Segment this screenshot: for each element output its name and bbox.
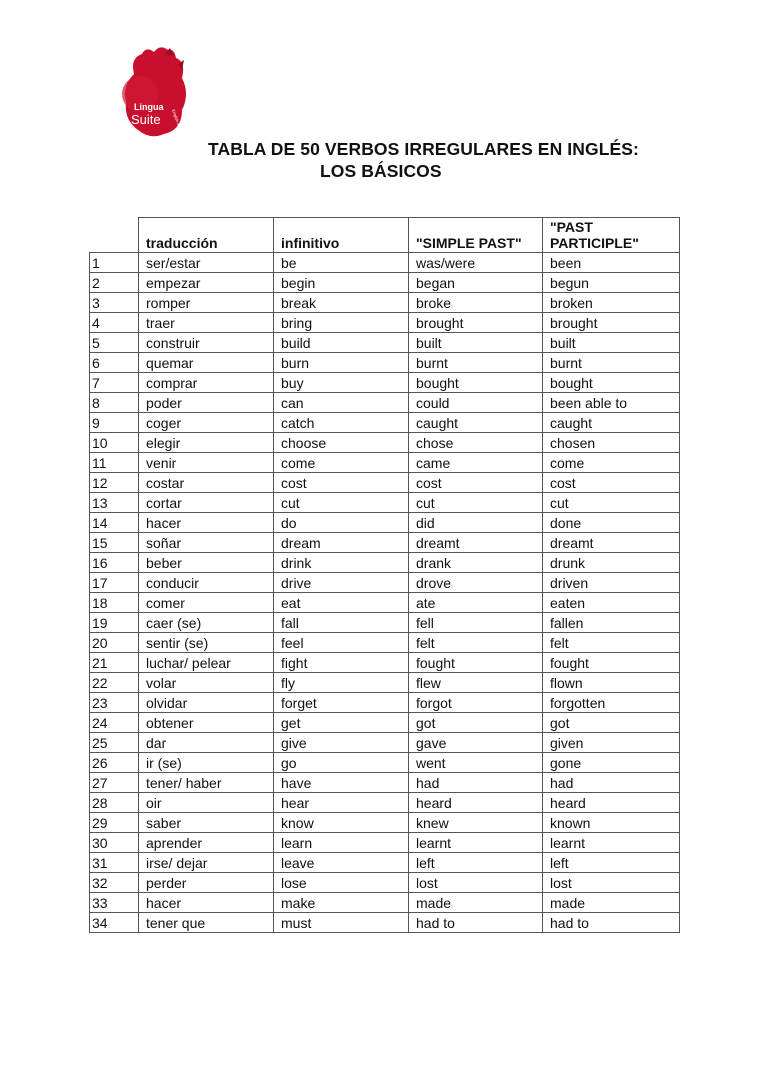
table-header-row [90, 218, 680, 253]
past-participle-cell: driven [543, 573, 680, 593]
row-number: 25 [90, 733, 139, 753]
infinitive-cell: feel [274, 633, 409, 653]
table-row [90, 853, 680, 873]
simple-past-cell: got [409, 713, 543, 733]
simple-past-cell: built [409, 333, 543, 353]
past-participle-cell: done [543, 513, 680, 533]
translation-cell: venir [139, 453, 274, 473]
past-participle-cell: flown [543, 673, 680, 693]
table-row [90, 613, 680, 633]
lingua-suite-logo [120, 44, 192, 144]
infinitive-cell: go [274, 753, 409, 773]
simple-past-cell: chose [409, 433, 543, 453]
infinitive-cell: must [274, 913, 409, 933]
table-row [90, 393, 680, 413]
translation-cell: perder [139, 873, 274, 893]
header-simple-past: "SIMPLE PAST" [409, 218, 543, 253]
translation-cell: sentir (se) [139, 633, 274, 653]
row-number: 21 [90, 653, 139, 673]
past-participle-cell: been [543, 253, 680, 273]
translation-cell: hacer [139, 893, 274, 913]
row-number: 8 [90, 393, 139, 413]
past-participle-cell: bought [543, 373, 680, 393]
infinitive-cell: buy [274, 373, 409, 393]
infinitive-cell: have [274, 773, 409, 793]
title-line-1: TABLA DE 50 VERBOS IRREGULARES EN INGLÉS: [208, 139, 639, 159]
table-row [90, 253, 680, 273]
simple-past-cell: flew [409, 673, 543, 693]
row-number: 16 [90, 553, 139, 573]
table-row [90, 893, 680, 913]
translation-cell: caer (se) [139, 613, 274, 633]
table-row [90, 653, 680, 673]
table-row [90, 453, 680, 473]
past-participle-cell: left [543, 853, 680, 873]
row-number: 33 [90, 893, 139, 913]
infinitive-cell: bring [274, 313, 409, 333]
table-row [90, 673, 680, 693]
header-past-participle: "PAST PARTICIPLE" [543, 218, 680, 253]
infinitive-cell: break [274, 293, 409, 313]
infinitive-cell: know [274, 813, 409, 833]
header-translation: traducción [139, 218, 274, 253]
simple-past-cell: was/were [409, 253, 543, 273]
simple-past-cell: heard [409, 793, 543, 813]
past-participle-cell: caught [543, 413, 680, 433]
row-number: 5 [90, 333, 139, 353]
past-participle-cell: made [543, 893, 680, 913]
simple-past-cell: did [409, 513, 543, 533]
simple-past-cell: drank [409, 553, 543, 573]
simple-past-cell: left [409, 853, 543, 873]
past-participle-cell: been able to [543, 393, 680, 413]
row-number: 12 [90, 473, 139, 493]
svg-text:Lingua: Lingua [134, 102, 164, 112]
infinitive-cell: eat [274, 593, 409, 613]
translation-cell: hacer [139, 513, 274, 533]
translation-cell: conducir [139, 573, 274, 593]
row-number: 2 [90, 273, 139, 293]
row-number: 17 [90, 573, 139, 593]
past-participle-cell: built [543, 333, 680, 353]
simple-past-cell: gave [409, 733, 543, 753]
simple-past-cell: cut [409, 493, 543, 513]
table-row [90, 813, 680, 833]
table-body [90, 253, 680, 933]
translation-cell: elegir [139, 433, 274, 453]
row-number: 4 [90, 313, 139, 333]
table-row [90, 733, 680, 753]
row-number: 19 [90, 613, 139, 633]
past-participle-cell: had [543, 773, 680, 793]
row-number: 22 [90, 673, 139, 693]
translation-cell: comprar [139, 373, 274, 393]
translation-cell: soñar [139, 533, 274, 553]
simple-past-cell: came [409, 453, 543, 473]
past-participle-cell: had to [543, 913, 680, 933]
past-participle-cell: felt [543, 633, 680, 653]
simple-past-cell: burnt [409, 353, 543, 373]
translation-cell: quemar [139, 353, 274, 373]
past-participle-cell: brought [543, 313, 680, 333]
infinitive-cell: can [274, 393, 409, 413]
simple-past-cell: made [409, 893, 543, 913]
translation-cell: olvidar [139, 693, 274, 713]
simple-past-cell: knew [409, 813, 543, 833]
past-participle-cell: learnt [543, 833, 680, 853]
table-row [90, 793, 680, 813]
simple-past-cell: lost [409, 873, 543, 893]
table-row [90, 833, 680, 853]
table-row [90, 473, 680, 493]
translation-cell: traer [139, 313, 274, 333]
simple-past-cell: caught [409, 413, 543, 433]
row-number: 29 [90, 813, 139, 833]
infinitive-cell: choose [274, 433, 409, 453]
past-participle-cell: cut [543, 493, 680, 513]
translation-cell: ser/estar [139, 253, 274, 273]
infinitive-cell: lose [274, 873, 409, 893]
simple-past-cell: brought [409, 313, 543, 333]
table-row [90, 313, 680, 333]
translation-cell: obtener [139, 713, 274, 733]
infinitive-cell: fly [274, 673, 409, 693]
infinitive-cell: do [274, 513, 409, 533]
past-participle-cell: cost [543, 473, 680, 493]
simple-past-cell: could [409, 393, 543, 413]
past-participle-cell: burnt [543, 353, 680, 373]
row-number: 10 [90, 433, 139, 453]
row-number: 11 [90, 453, 139, 473]
svg-text:English & You: English & You [171, 108, 185, 134]
translation-cell: ir (se) [139, 753, 274, 773]
simple-past-cell: fought [409, 653, 543, 673]
infinitive-cell: cost [274, 473, 409, 493]
table-row [90, 353, 680, 373]
row-number: 18 [90, 593, 139, 613]
title-line-2: LOS BÁSICOS [320, 161, 442, 181]
translation-cell: empezar [139, 273, 274, 293]
simple-past-cell: went [409, 753, 543, 773]
simple-past-cell: ate [409, 593, 543, 613]
past-participle-cell: fallen [543, 613, 680, 633]
translation-cell: saber [139, 813, 274, 833]
translation-cell: romper [139, 293, 274, 313]
infinitive-cell: leave [274, 853, 409, 873]
row-number: 20 [90, 633, 139, 653]
translation-cell: tener que [139, 913, 274, 933]
past-participle-cell: chosen [543, 433, 680, 453]
table-row [90, 333, 680, 353]
infinitive-cell: learn [274, 833, 409, 853]
row-number: 32 [90, 873, 139, 893]
row-number: 27 [90, 773, 139, 793]
table-row [90, 753, 680, 773]
past-participle-cell: given [543, 733, 680, 753]
translation-cell: comer [139, 593, 274, 613]
table-row [90, 513, 680, 533]
translation-cell: oir [139, 793, 274, 813]
past-participle-cell: broken [543, 293, 680, 313]
infinitive-cell: be [274, 253, 409, 273]
table-row [90, 713, 680, 733]
row-number: 3 [90, 293, 139, 313]
infinitive-cell: build [274, 333, 409, 353]
translation-cell: luchar/ pelear [139, 653, 274, 673]
verbs-table [89, 217, 680, 933]
infinitive-cell: get [274, 713, 409, 733]
translation-cell: construir [139, 333, 274, 353]
infinitive-cell: drink [274, 553, 409, 573]
header-number [90, 218, 139, 253]
infinitive-cell: hear [274, 793, 409, 813]
translation-cell: poder [139, 393, 274, 413]
past-participle-cell: begun [543, 273, 680, 293]
past-participle-cell: gone [543, 753, 680, 773]
row-number: 13 [90, 493, 139, 513]
row-number: 24 [90, 713, 139, 733]
table-row [90, 593, 680, 613]
simple-past-cell: drove [409, 573, 543, 593]
translation-cell: cortar [139, 493, 274, 513]
infinitive-cell: fall [274, 613, 409, 633]
past-participle-cell: lost [543, 873, 680, 893]
logo-icon [120, 44, 192, 144]
table-row [90, 433, 680, 453]
table-row [90, 873, 680, 893]
table-row [90, 533, 680, 553]
translation-cell: beber [139, 553, 274, 573]
simple-past-cell: bought [409, 373, 543, 393]
infinitive-cell: begin [274, 273, 409, 293]
past-participle-cell: dreamt [543, 533, 680, 553]
row-number: 15 [90, 533, 139, 553]
infinitive-cell: burn [274, 353, 409, 373]
infinitive-cell: give [274, 733, 409, 753]
infinitive-cell: cut [274, 493, 409, 513]
past-participle-cell: got [543, 713, 680, 733]
row-number: 34 [90, 913, 139, 933]
table-row [90, 413, 680, 433]
table-row [90, 573, 680, 593]
infinitive-cell: dream [274, 533, 409, 553]
past-participle-cell: known [543, 813, 680, 833]
table-row [90, 273, 680, 293]
header-infinitive: infinitivo [274, 218, 409, 253]
row-number: 26 [90, 753, 139, 773]
row-number: 9 [90, 413, 139, 433]
table-row [90, 773, 680, 793]
simple-past-cell: had [409, 773, 543, 793]
infinitive-cell: drive [274, 573, 409, 593]
translation-cell: tener/ haber [139, 773, 274, 793]
simple-past-cell: broke [409, 293, 543, 313]
svg-text:Suite: Suite [131, 112, 161, 127]
infinitive-cell: fight [274, 653, 409, 673]
row-number: 7 [90, 373, 139, 393]
row-number: 14 [90, 513, 139, 533]
table-row [90, 633, 680, 653]
simple-past-cell: began [409, 273, 543, 293]
translation-cell: costar [139, 473, 274, 493]
translation-cell: dar [139, 733, 274, 753]
past-participle-cell: heard [543, 793, 680, 813]
infinitive-cell: make [274, 893, 409, 913]
infinitive-cell: forget [274, 693, 409, 713]
simple-past-cell: fell [409, 613, 543, 633]
past-participle-cell: come [543, 453, 680, 473]
translation-cell: aprender [139, 833, 274, 853]
row-number: 30 [90, 833, 139, 853]
simple-past-cell: felt [409, 633, 543, 653]
table-row [90, 553, 680, 573]
translation-cell: irse/ dejar [139, 853, 274, 873]
infinitive-cell: catch [274, 413, 409, 433]
simple-past-cell: learnt [409, 833, 543, 853]
table-row [90, 913, 680, 933]
table-row [90, 293, 680, 313]
row-number: 6 [90, 353, 139, 373]
row-number: 28 [90, 793, 139, 813]
past-participle-cell: eaten [543, 593, 680, 613]
table-row [90, 373, 680, 393]
simple-past-cell: dreamt [409, 533, 543, 553]
table-row [90, 693, 680, 713]
past-participle-cell: fought [543, 653, 680, 673]
row-number: 23 [90, 693, 139, 713]
infinitive-cell: come [274, 453, 409, 473]
translation-cell: volar [139, 673, 274, 693]
table-row [90, 493, 680, 513]
simple-past-cell: had to [409, 913, 543, 933]
simple-past-cell: cost [409, 473, 543, 493]
simple-past-cell: forgot [409, 693, 543, 713]
translation-cell: coger [139, 413, 274, 433]
row-number: 31 [90, 853, 139, 873]
past-participle-cell: drunk [543, 553, 680, 573]
past-participle-cell: forgotten [543, 693, 680, 713]
row-number: 1 [90, 253, 139, 273]
page-title [150, 138, 710, 182]
